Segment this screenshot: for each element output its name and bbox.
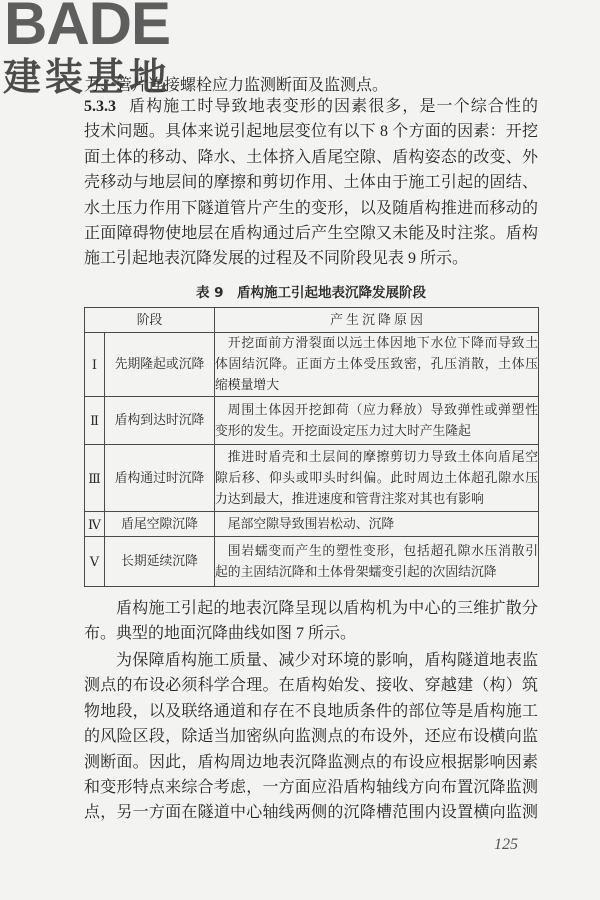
paragraph-line: 物地段，以及联络通道和存在不良地质条件的部位等是盾构施工 xyxy=(84,702,538,720)
table-row xyxy=(85,397,539,445)
header-stage: 阶段 xyxy=(85,308,215,333)
section-line: 技术问题。具体来说引起地层变位有以下 8 个方面的因素：开挖 xyxy=(84,123,538,141)
stage-name: 盾尾空隙沉降 xyxy=(105,512,215,537)
cause-line: 起的主固结沉降和土体骨架蠕变引起的次固结沉降 xyxy=(215,564,497,579)
cause-line: 尾部空隙导致围岩松动、沉降 xyxy=(227,516,395,531)
paragraph-line: 为保障盾构施工质量、减少对环境的影响，盾构隧道地表监 xyxy=(116,652,538,669)
paragraph xyxy=(84,648,538,826)
header-cause: 产 生 沉 降 原 因 xyxy=(215,308,539,333)
section-line: 面土体的移动、降水、土体挤入盾尾空隙、盾构姿态的改变、外 xyxy=(84,148,538,166)
paragraph-line: 盾构施工引起的地表沉降呈现以盾构机为中心的三维扩散分 xyxy=(116,600,538,617)
table-header-row xyxy=(85,308,539,333)
paragraph-line: 测点的布设必须科学合理。在盾构始发、接收、穿越建（构）筑 xyxy=(84,677,538,695)
table-title: 表 9 盾构施工引起地表沉降发展阶段 xyxy=(195,285,427,301)
section-5-3-3 xyxy=(84,94,538,272)
stage-numeral: Ⅰ xyxy=(85,333,105,397)
stage-name: 盾构到达时沉降 xyxy=(105,397,215,445)
table-row xyxy=(85,512,539,537)
logo-subtitle-text: 建装基地 xyxy=(3,55,172,99)
cause-line: 周围土体因开挖卸荷（应力释放）导致弹性或弹塑性 xyxy=(227,402,538,417)
cause-line: 体固结沉降。正面方土体受压致密，孔压消散，土体压 xyxy=(215,357,538,371)
section-line: 盾构施工时导致地表变形的因素很多，是一个综合性的 xyxy=(129,98,538,115)
paragraph-line: 的风险区段，除适当加密纵向监测点的布设外，还应布设横向监 xyxy=(84,728,538,746)
watermark-logo xyxy=(0,0,180,105)
stage-cause xyxy=(215,445,539,512)
cause-line: 缩模量增大 xyxy=(215,378,279,392)
settlement-stages-table xyxy=(84,307,539,587)
cause-line: 隙后移、仰头或叩头时纠偏。此时周边土体超孔隙水压 xyxy=(215,470,538,485)
stage-cause xyxy=(215,397,539,445)
continued-line: 力、管片连接螺栓应力监测断面及监测点。 xyxy=(84,77,389,94)
section-line: 壳移动与地层间的摩擦和剪切作用、土体由于施工引起的固结、 xyxy=(84,174,538,192)
section-line: 水土压力作用下隧道管片产生的变形，以及随盾构推进而移动的 xyxy=(84,199,538,217)
paragraph-line: 和变形特点来综合考虑，一方面应沿盾构轴线方向布置沉降监测 xyxy=(84,778,538,796)
section-number: 5.3.3 xyxy=(84,98,116,115)
logo-brand-text: BADE xyxy=(4,0,171,57)
stage-name: 盾构通过时沉降 xyxy=(105,445,215,512)
stage-cause xyxy=(215,333,539,397)
section-line: 正面障碍物使地层在盾构通过后产生空隙又未能及时注浆。盾构 xyxy=(84,224,538,242)
section-line: 施工引起地表沉降发展的过程及不同阶段见表 9 所示。 xyxy=(84,250,469,268)
paragraph-line: 布。典型的地面沉降曲线如图 7 所示。 xyxy=(84,625,357,643)
stage-cause xyxy=(215,512,539,537)
stage-cause xyxy=(215,537,539,587)
table-row xyxy=(85,333,539,397)
cause-line: 推进时盾壳和土层间的摩擦剪切力导致土体向盾尾空 xyxy=(227,449,538,464)
cause-line: 开挖面前方滑裂面以远土体因地下水位下降而导致土 xyxy=(227,336,538,350)
stage-numeral: Ⅳ xyxy=(85,512,105,537)
stage-numeral: Ⅲ xyxy=(85,445,105,512)
cause-line: 变形的发生。开挖面设定压力过大时产生隆起 xyxy=(215,423,471,438)
table-row xyxy=(85,537,539,587)
cause-line: 围岩蠕变而产生的塑性变形，包括超孔隙水压消散引 xyxy=(227,543,538,558)
paragraph-line: 点，另一方面在隧道中心轴线两侧的沉降槽范围内设置横向监测 xyxy=(84,804,538,822)
stage-numeral: Ⅴ xyxy=(85,537,105,587)
cause-line: 力达到最大，推进速度和管背注浆对其也有影响 xyxy=(215,491,484,506)
stage-numeral: Ⅱ xyxy=(85,397,105,445)
page-number: 125 xyxy=(494,836,518,853)
table-row xyxy=(85,445,539,512)
stage-name: 长期延续沉降 xyxy=(105,537,215,587)
paragraph-line: 测断面。因此，盾构周边地表沉降监测点的布设应根据影响因素 xyxy=(84,753,538,771)
paragraph xyxy=(84,596,538,647)
stage-name: 先期隆起或沉降 xyxy=(105,333,215,397)
